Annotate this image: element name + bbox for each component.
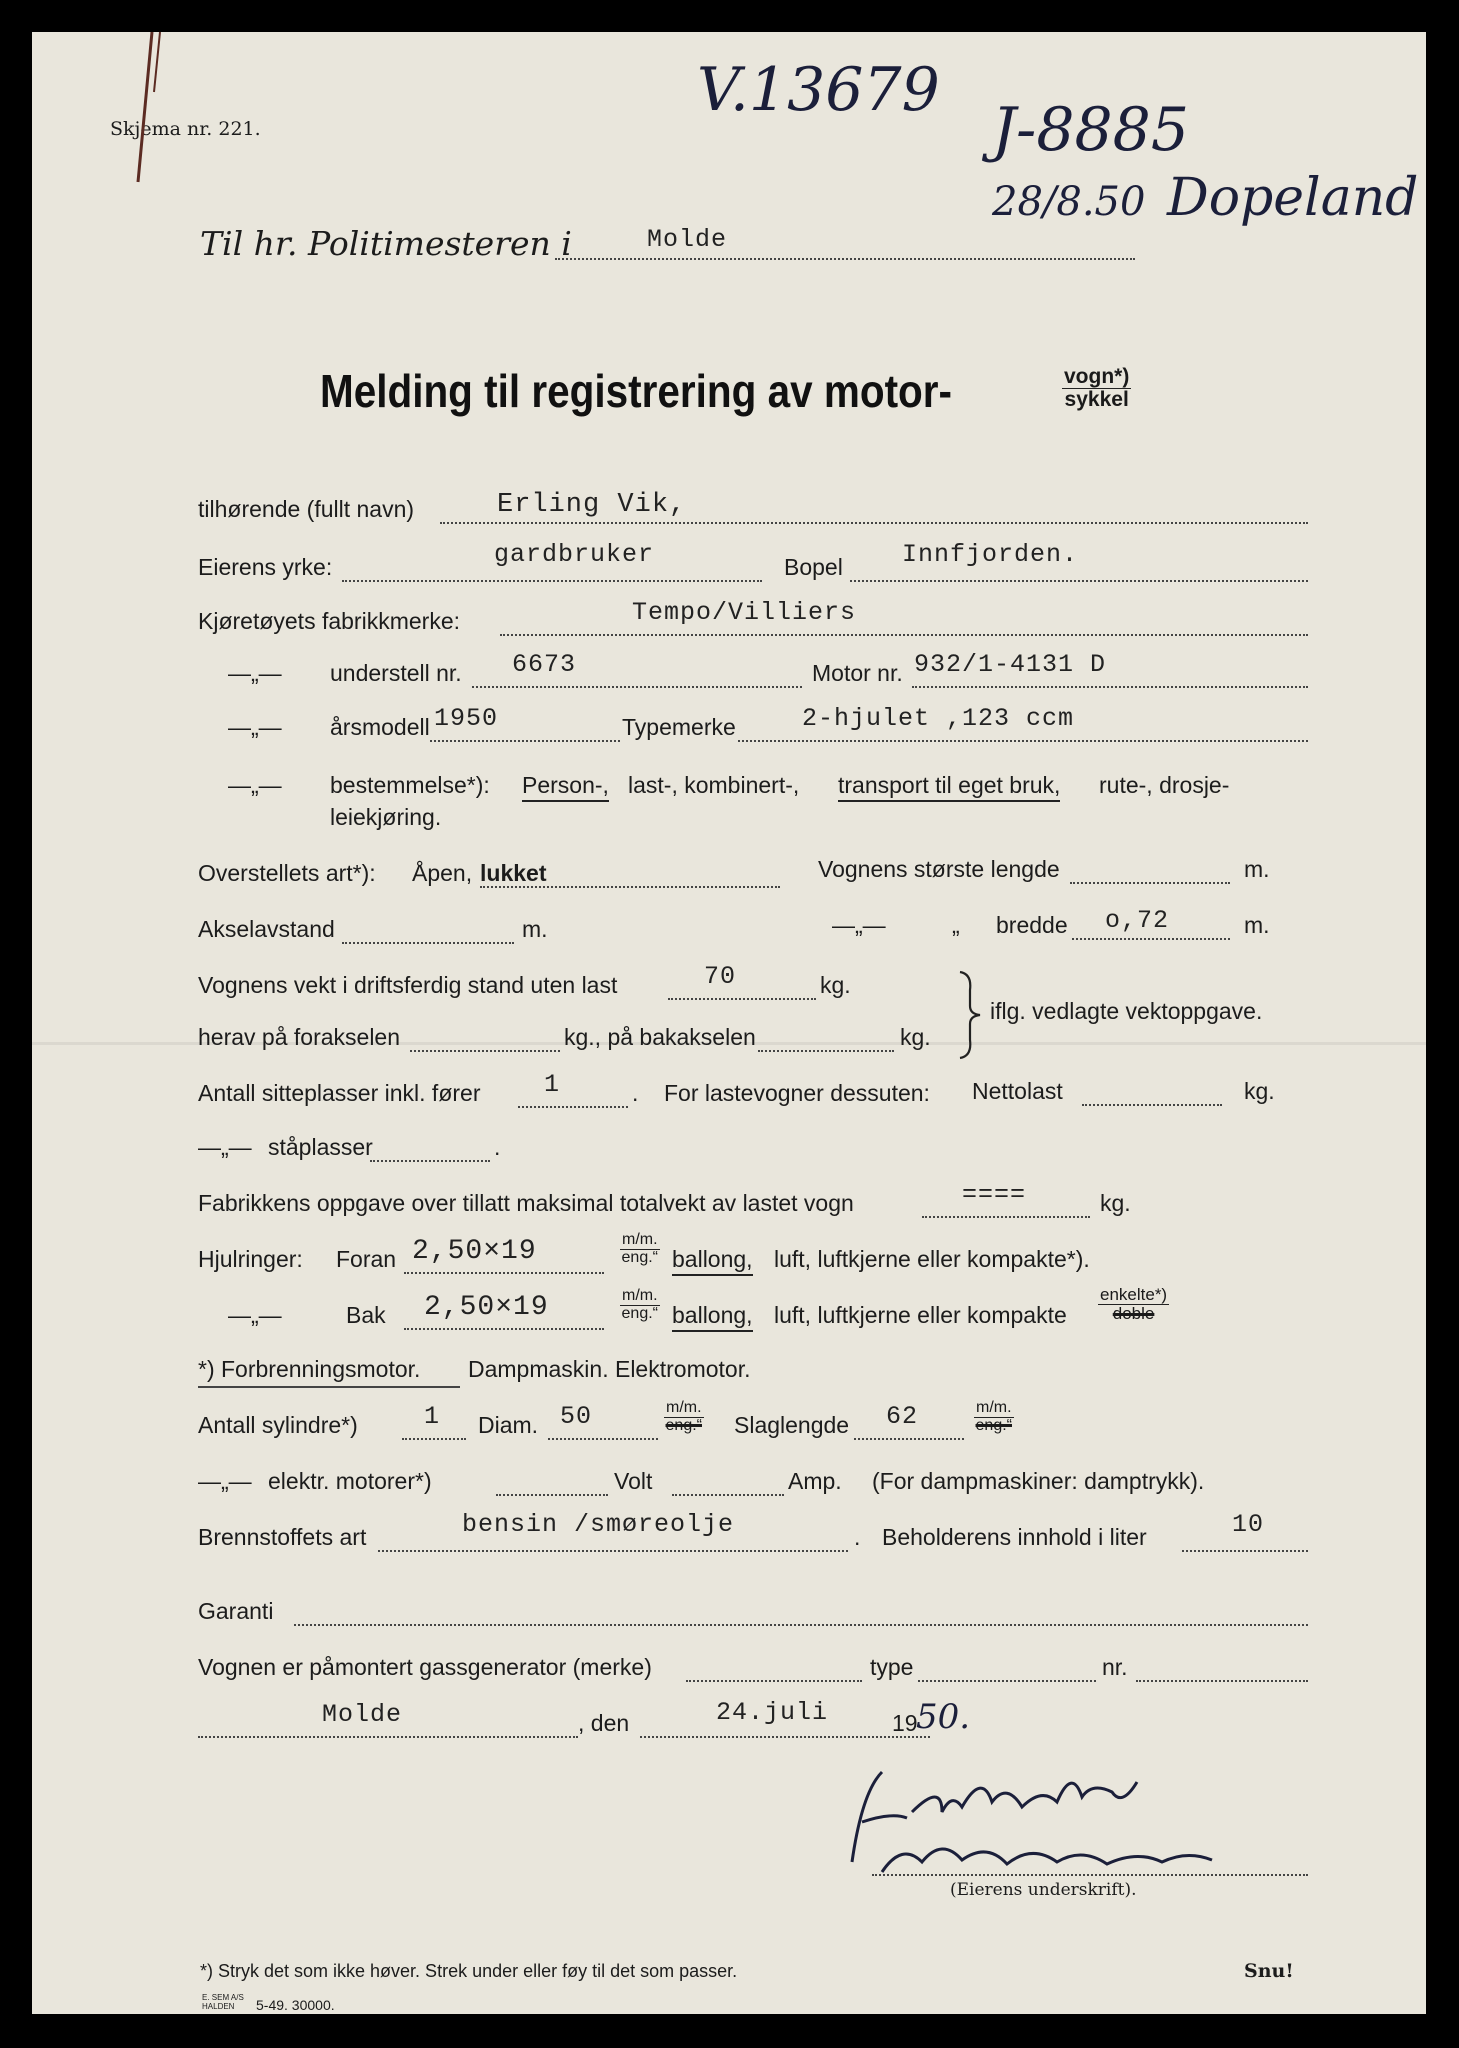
maxweight-line [922, 1216, 1090, 1218]
stroke-unit-fraction [974, 1400, 1014, 1435]
steam-label: (For dampmaskiner: damptrykk). [872, 1468, 1205, 1494]
single-label: enkelte*) [1100, 1285, 1168, 1304]
rear-axle-line [758, 1050, 894, 1052]
handwritten-note: Dopeland [1167, 168, 1419, 228]
diam-unit-mm: m/m. [666, 1399, 702, 1416]
width-unit: m. [1244, 912, 1270, 938]
year-prefix: 19 [892, 1710, 918, 1736]
recipient-value: Molde [647, 225, 728, 254]
owner-label: tilhørende (fullt navn) [198, 496, 415, 522]
maxweight-value: ==== [962, 1180, 1027, 1209]
handwritten-ref-2: J-8885 [992, 95, 1190, 165]
ditto-electric: —„— [198, 1468, 252, 1494]
title-fraction-top: vogn*) [1064, 365, 1130, 388]
rear-unit-mm: m/m. [622, 1287, 658, 1304]
elmotor-line [496, 1494, 608, 1496]
owner-value: Erling Vik, [497, 490, 687, 520]
make-label: Kjøretøyets fabrikkmerke: [198, 608, 460, 634]
residence-value: Innfjorden. [902, 540, 1079, 569]
body-open: Åpen, [412, 860, 473, 886]
stroke-unit-mm: m/m. [976, 1399, 1012, 1416]
rear-unit-eng: eng.“ [621, 1304, 658, 1322]
rear-line [404, 1328, 604, 1330]
cargo-label: For lastevogner dessuten: [664, 1080, 930, 1106]
front-axle-label: herav på forakselen [198, 1024, 401, 1050]
rear-label: Bak [346, 1302, 386, 1328]
fuel-label: Brennstoffets art [198, 1524, 367, 1550]
front-tire-options: luft, luftkjerne eller kompakte*). [774, 1246, 1090, 1272]
type-label: Typemerke [622, 714, 736, 740]
form-page [32, 32, 1426, 2014]
fuel-line [378, 1550, 848, 1552]
stroke-label: Slaglengde [734, 1412, 850, 1438]
motor-combustion: *) Forbrenningsmotor. [198, 1356, 421, 1382]
front-unit-fraction [620, 1232, 660, 1267]
standing-line [370, 1160, 490, 1162]
weight-brace [950, 970, 990, 1060]
residence-label: Bopel [784, 554, 843, 580]
guarantee-label: Garanti [198, 1598, 274, 1624]
body-label: Overstellets art*): [198, 860, 376, 886]
stroke-unit-eng: eng.“ [975, 1416, 1012, 1434]
volt-line [672, 1494, 784, 1496]
weight-value: 70 [704, 962, 737, 991]
red-ink-mark [124, 32, 164, 192]
ditto-purpose: —„— [228, 772, 282, 798]
engine-value: 932/1-4131 D [914, 650, 1107, 679]
length-line [1070, 882, 1230, 884]
gasgen-nr-label: nr. [1102, 1654, 1128, 1680]
owner-line [440, 522, 1308, 524]
engine-label: Motor nr. [812, 660, 903, 686]
cylinders-value: 1 [424, 1402, 441, 1431]
wheelbase-label: Akselavstand [198, 916, 335, 942]
body-line [480, 886, 780, 888]
type-line [738, 740, 1308, 742]
chassis-label: understell nr. [330, 660, 462, 686]
length-unit: m. [1244, 856, 1270, 882]
purpose-transport: transport til eget bruk, [838, 774, 1060, 802]
handwritten-ref-1: V.13679 [697, 55, 940, 125]
date-line [640, 1736, 930, 1738]
gasgen-label: Vognen er påmontert gassgenerator (merke) [198, 1654, 652, 1680]
turn-over: Snu! [1244, 1960, 1294, 1982]
amp-label: Amp. [788, 1468, 842, 1494]
standing-period: . [494, 1134, 501, 1160]
ditto-standing: —„— [198, 1134, 252, 1160]
type-value: 2-hjulet ,123 ccm [802, 704, 1075, 733]
netload-line [1082, 1104, 1222, 1106]
double-label: doble [1112, 1303, 1155, 1323]
maxweight-label: Fabrikkens oppgave over tillatt maksimal totalvekt av lastet vogn [198, 1190, 854, 1216]
rear-axle-label: kg., på bakakselen [564, 1024, 756, 1050]
print-run: 5-49. 30000. [256, 1997, 335, 2013]
weight-unit: kg. [820, 972, 851, 998]
purpose-person: Person-, [522, 774, 609, 802]
standing-label: ståplasser [268, 1134, 373, 1160]
purpose-options-1: last-, kombinert-, [628, 772, 800, 798]
rear-unit-fraction [620, 1288, 660, 1323]
elmotor-label: elektr. motorer*) [268, 1468, 432, 1494]
ditto-year: —„— [228, 714, 282, 740]
front-line [404, 1272, 604, 1274]
weight-label: Vognens vekt i driftsferdig stand uten last [198, 972, 618, 998]
purpose-label: bestemmelse*): [330, 772, 490, 798]
gasgen-type-line [918, 1680, 1096, 1682]
front-unit-eng: eng.“ [621, 1248, 658, 1266]
make-value: Tempo/Villiers [632, 598, 857, 627]
single-double-fraction [1098, 1286, 1169, 1323]
diam-unit-eng: eng.“ [665, 1416, 702, 1434]
front-value: 2,50×19 [412, 1236, 537, 1267]
rings-label: Hjulringer: [198, 1246, 303, 1272]
guarantee-line [294, 1624, 1308, 1626]
occupation-line [342, 580, 762, 582]
width-label: bredde [996, 912, 1068, 938]
signature-line [872, 1874, 1308, 1876]
width-quote: „ [952, 912, 960, 938]
cylinders-label: Antall sylindre*) [198, 1412, 358, 1438]
ditto-rear: —„— [228, 1302, 282, 1328]
ditto-width: —„— [832, 912, 886, 938]
diam-unit-fraction [664, 1400, 704, 1435]
weight-line [668, 998, 816, 1000]
signature-caption: (Eierens underskrift). [950, 1880, 1137, 1900]
form-number: Skjema nr. 221. [110, 118, 261, 140]
year-value: 1950 [434, 704, 499, 733]
gasgen-nr-line [1136, 1680, 1308, 1682]
rear-tire-balloon: ballong, [672, 1304, 753, 1332]
recipient-line [555, 258, 1135, 260]
netload-label: Nettolast [972, 1078, 1063, 1104]
year-suffix: 50. [916, 1697, 971, 1737]
place-value: Molde [322, 1700, 403, 1729]
width-line [1072, 938, 1230, 940]
motor-underline [198, 1386, 460, 1388]
front-unit-mm: m/m. [622, 1231, 658, 1248]
place-line [198, 1736, 578, 1738]
seats-label: Antall sitteplasser inkl. fører [198, 1080, 481, 1106]
date-value: 24.juli [716, 1698, 829, 1727]
make-line [500, 634, 1308, 636]
residence-line [850, 580, 1308, 582]
maxweight-unit: kg. [1100, 1190, 1131, 1216]
title-fraction-bottom: sykkel [1064, 388, 1129, 412]
fuel-value: bensin /smøreolje [462, 1510, 735, 1539]
diam-line [548, 1438, 658, 1440]
rear-value: 2,50×19 [424, 1292, 549, 1323]
rear-tire-options: luft, luftkjerne eller kompakte [774, 1302, 1067, 1328]
tank-label: Beholderens innhold i liter [882, 1524, 1147, 1550]
diam-label: Diam. [478, 1412, 539, 1438]
diam-value: 50 [560, 1402, 593, 1431]
length-label: Vognens største lengde [818, 856, 1060, 882]
stroke-value: 62 [886, 1402, 919, 1431]
owner-signature [792, 1752, 1252, 1882]
front-label: Foran [336, 1246, 397, 1272]
netload-unit: kg. [1244, 1078, 1275, 1104]
front-axle-line [410, 1050, 560, 1052]
body-closed: lukket [480, 860, 547, 886]
occupation-value: gardbruker [494, 540, 655, 569]
wheelbase-line [342, 942, 514, 944]
front-tire-balloon: ballong, [672, 1248, 753, 1276]
printer-mark: E. SEM A/S HALDEN [202, 1993, 244, 2011]
year-line [430, 740, 620, 742]
weight-note: iflg. vedlagte vektoppgave. [990, 998, 1263, 1024]
volt-label: Volt [614, 1468, 653, 1494]
handwritten-date: 28/8.50 [992, 179, 1146, 225]
width-value: o,72 [1105, 906, 1170, 935]
title-fraction [1062, 366, 1131, 411]
fuel-period: . [854, 1524, 861, 1550]
chassis-value: 6673 [512, 650, 577, 679]
seats-line [518, 1106, 628, 1108]
gasgen-type-label: type [870, 1654, 914, 1680]
date-label: , den [578, 1710, 630, 1736]
motor-options: Dampmaskin. Elektromotor. [468, 1356, 751, 1382]
cylinders-line [402, 1438, 466, 1440]
purpose-options-2: rute-, drosje- [1099, 772, 1230, 798]
year-label: årsmodell [330, 714, 430, 740]
engine-line [912, 686, 1308, 688]
wheelbase-unit: m. [522, 916, 548, 942]
footer-note: *) Stryk det som ikke høver. Strek under eller føy til det som passer. [200, 1961, 738, 1981]
purpose-line-2: leiekjøring. [330, 804, 442, 830]
form-title: Melding til registrering av motor- [320, 365, 953, 417]
ditto-chassis: —„— [228, 660, 282, 686]
occupation-label: Eierens yrke: [198, 554, 333, 580]
rear-axle-unit: kg. [900, 1024, 931, 1050]
seats-period: . [632, 1080, 639, 1106]
seats-value: 1 [544, 1070, 561, 1099]
tank-value: 10 [1232, 1510, 1265, 1539]
stroke-line [854, 1438, 964, 1440]
gasgen-line [686, 1680, 862, 1682]
chassis-line [472, 686, 802, 688]
tank-line [1182, 1550, 1308, 1552]
recipient-label: Til hr. Politimesteren i [200, 224, 572, 263]
